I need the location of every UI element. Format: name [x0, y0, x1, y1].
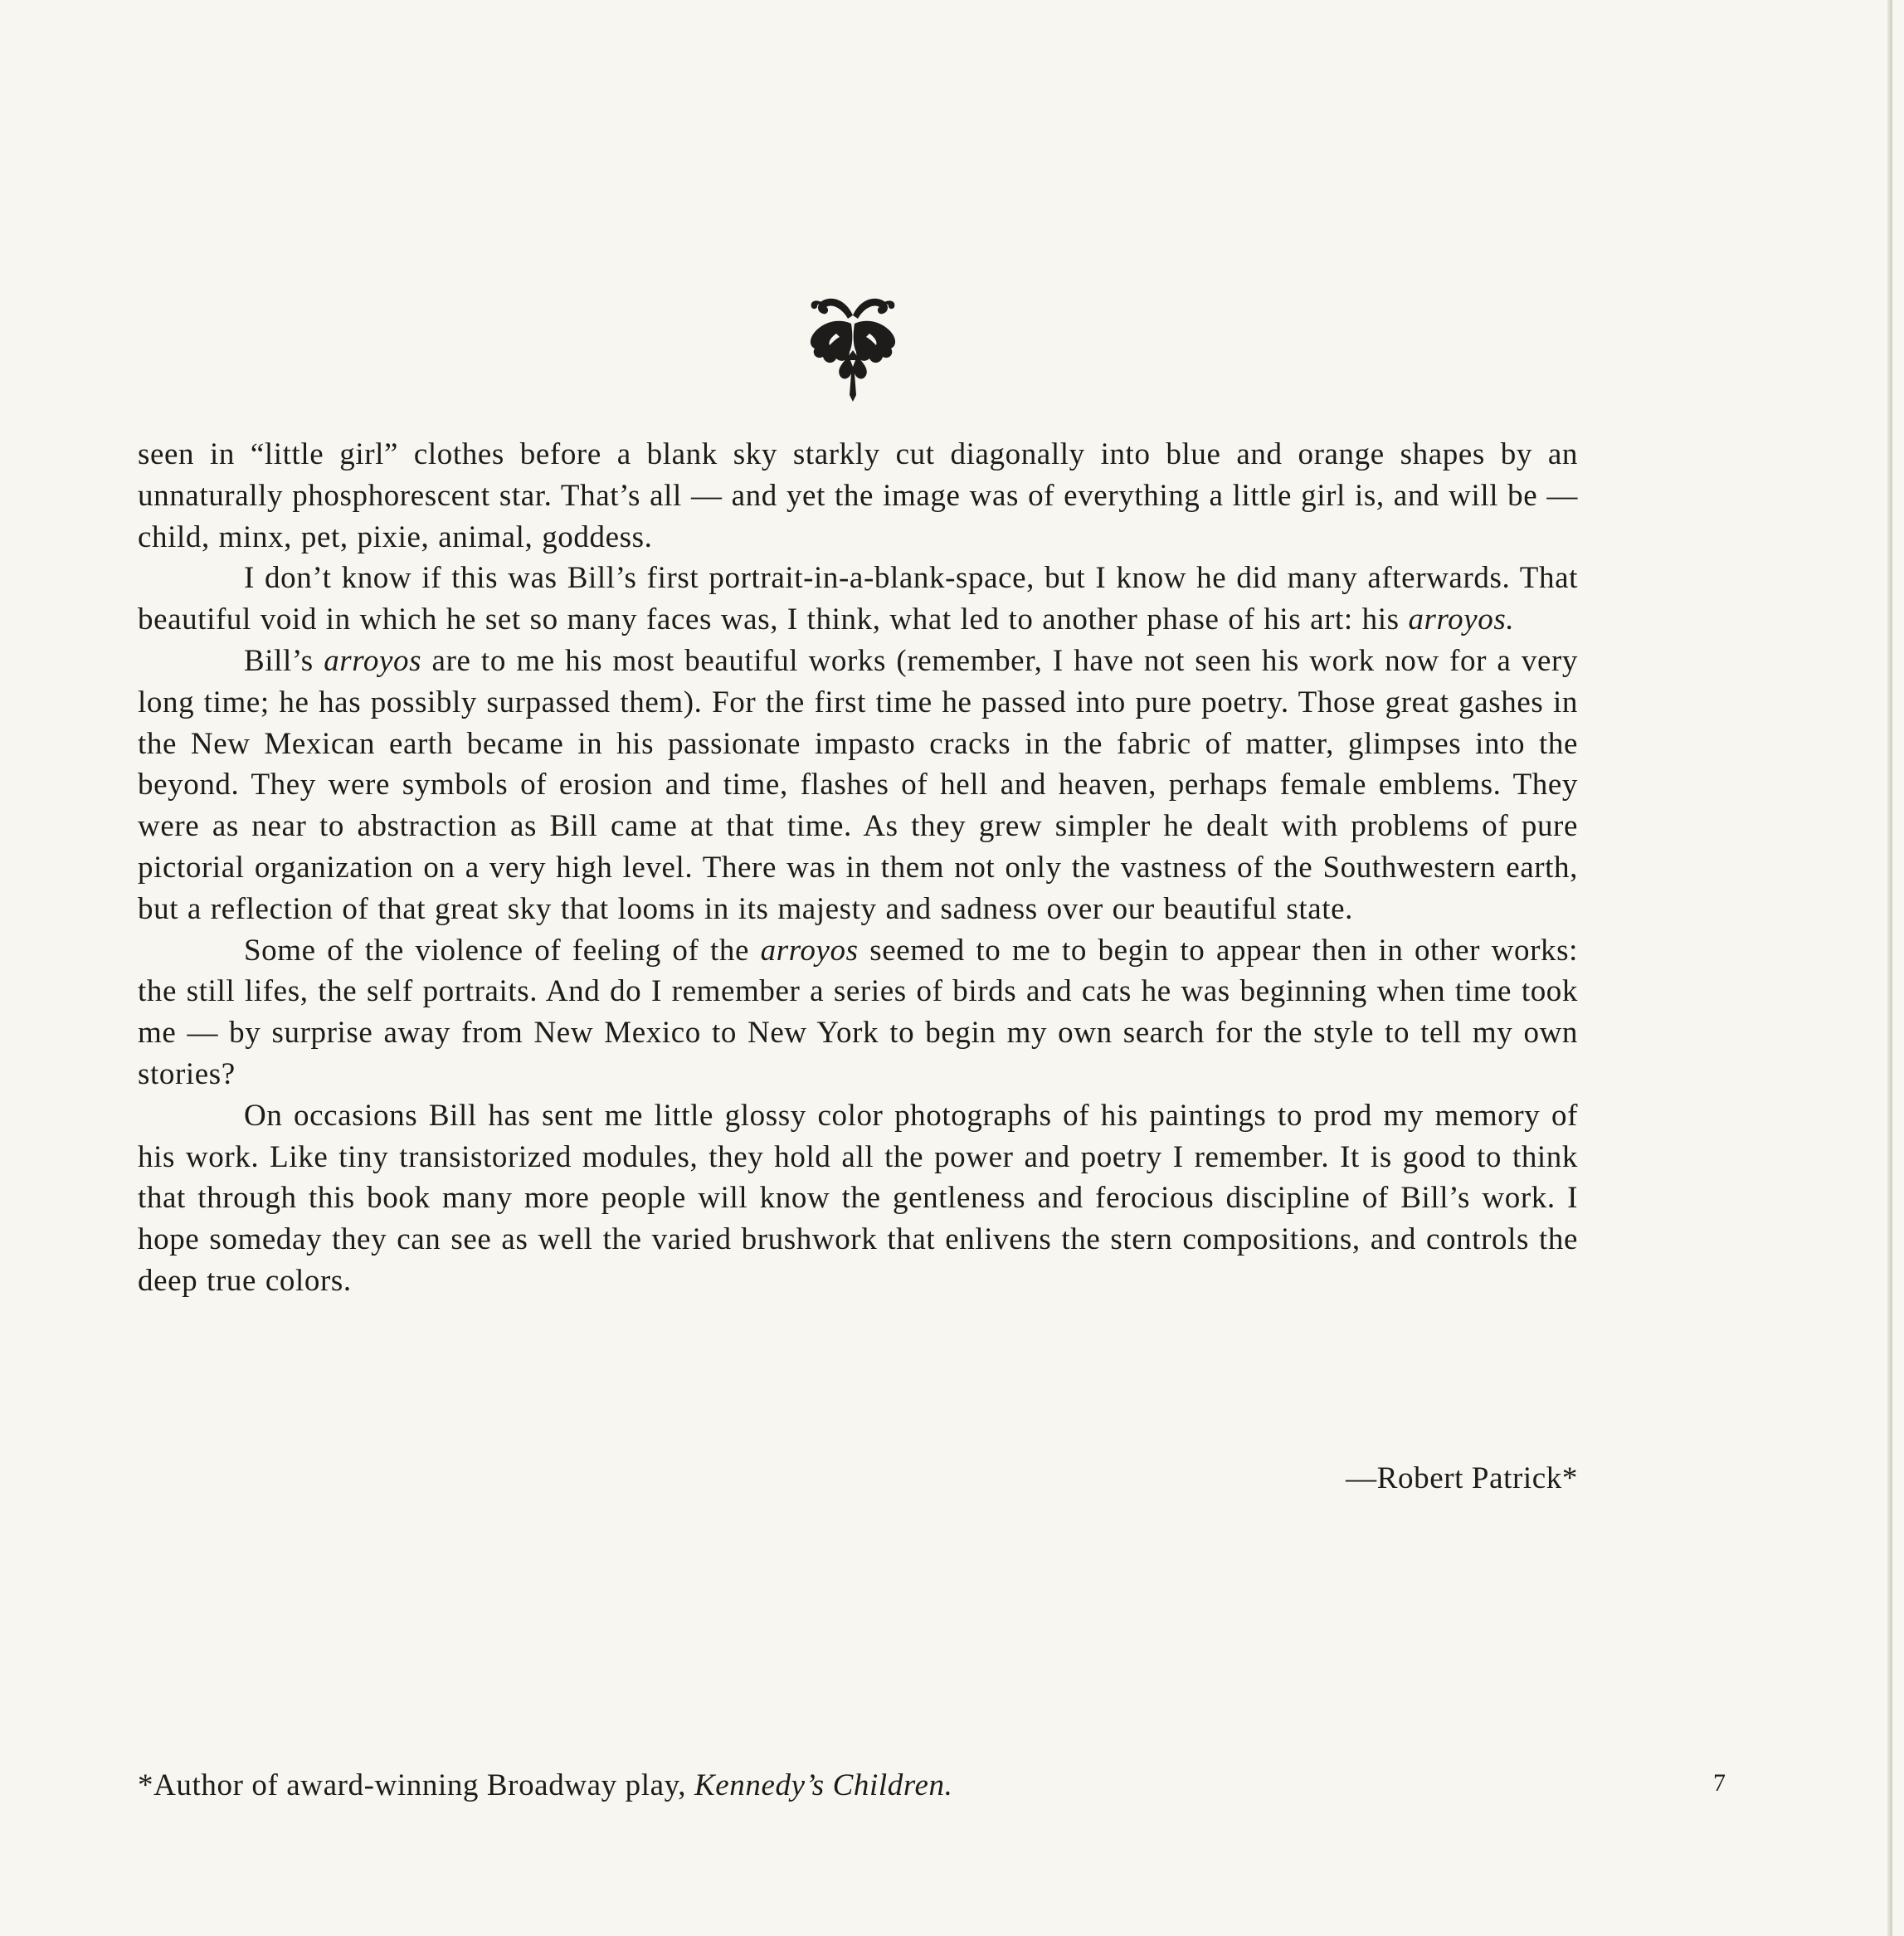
- page-number: 7: [1713, 1769, 1726, 1797]
- paragraph-text: I don’t know if this was Bill’s first portrait-in-a-blank-space, but I know he did many afterwards. That beautiful void in which he set so many faces was, I think, what led to another phase of his art: his: [138, 561, 1578, 637]
- italic-term: arroyos: [324, 643, 422, 678]
- paragraph-text: Some of the violence of feeling of the: [244, 933, 761, 968]
- paragraph-text: seen in “little girl” clothes before a blank sky starkly cut diagonally into blue and orange shapes by an unnaturally phosphorescent star. That’s all — and yet the image was of everything a little girl is, and will be — child, minx, pet, pixie, animal, goddess.: [138, 437, 1578, 554]
- italic-term: arroyos.: [1408, 602, 1515, 637]
- fleuron-ornament-icon: [803, 290, 903, 402]
- essay-body: [138, 434, 1578, 1302]
- body-paragraph: [138, 930, 1578, 1095]
- paragraph-text: seemed to me to begin to appear then in other works: the still lifes, the self portraits. And do I remember a series of birds and cats he was beginning when time took me — by surprise away from New Mexico to New York to begin my own search for the style to tell my own stories?: [138, 933, 1578, 1091]
- body-paragraph: [138, 558, 1578, 641]
- footnote: [138, 1768, 1299, 1803]
- author-signature: —Robert Patrick*: [1346, 1461, 1578, 1495]
- footnote-text: *Author of award-winning Broadway play,: [138, 1768, 694, 1802]
- paragraph-text: On occasions Bill has sent me little glossy color photographs of his paintings to prod my memory of his work. Like tiny transistorized modules, they hold all the power and poetry I remember. It is good to think that through this book many more people will know the gentleness and ferocious discipline of Bill’s work. I hope someday they can see as well the varied brushwork that enlivens the stern compositions, and controls the deep true colors.: [138, 1098, 1578, 1298]
- footnote-play-title: Kennedy’s Children.: [694, 1768, 953, 1802]
- page-edge-shadow: [1887, 0, 1892, 1936]
- italic-term: arroyos: [760, 933, 859, 968]
- body-paragraph: [138, 434, 1578, 558]
- paragraph-text: Bill’s: [244, 643, 324, 678]
- body-paragraph: [138, 1095, 1578, 1302]
- paragraph-text: are to me his most beautiful works (remember, I have not seen his work now for a very long time; he has possibly surpassed them). For the first time he passed into pure poetry. Those great gashes in the New Mexican earth became in his passionate impasto cracks in the fabric of matter, glimpses into the beyond. They were symbols of erosion and time, flashes of hell and heaven, perhaps female emblems. They were as near to abstraction as Bill came at that time. As they grew simpler he dealt with problems of pure pictorial organization on a very high level. There was in them not only the vastness of the Southwestern earth, but a reflection of that great sky that looms in its majesty and sadness over our beautiful state.: [138, 643, 1578, 926]
- body-paragraph: [138, 641, 1578, 930]
